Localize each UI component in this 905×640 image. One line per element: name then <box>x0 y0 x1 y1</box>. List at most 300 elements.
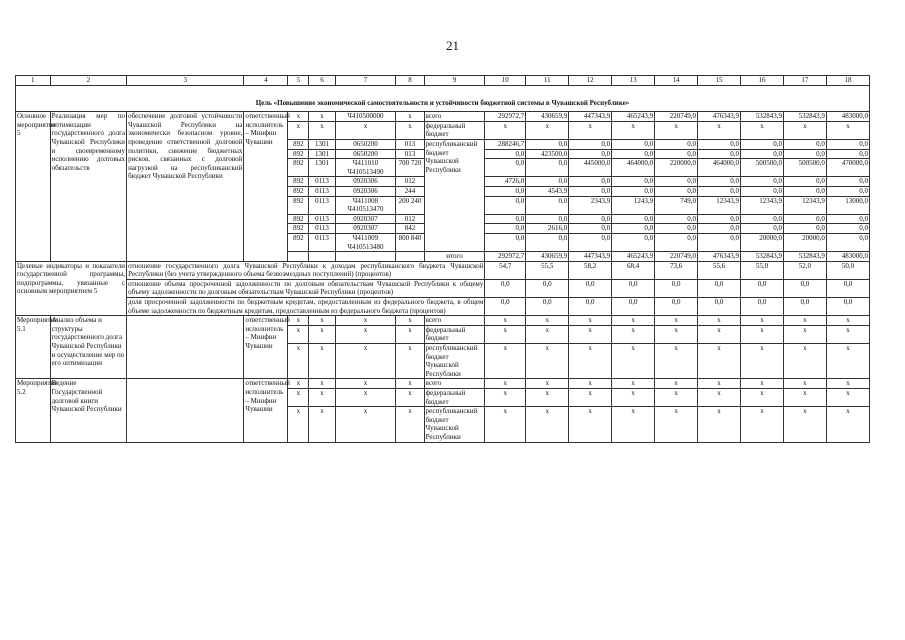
table-row <box>16 112 870 122</box>
amount-cell: 0,0 <box>569 233 612 251</box>
amount-cell: 0,0 <box>826 139 869 149</box>
x-cell: x <box>396 407 424 442</box>
x-cell: x <box>569 316 612 326</box>
x-cell: x <box>698 379 741 389</box>
budget-code: 0113 <box>309 233 335 251</box>
x-cell: x <box>612 344 655 379</box>
empty-cell <box>396 252 424 262</box>
amount-cell: 0,0 <box>526 139 569 149</box>
budget-code: x <box>335 121 396 139</box>
funding-source: федеральный бюджет <box>424 121 485 139</box>
indicator-value: 73,6 <box>655 261 698 279</box>
total-value: 532843,9 <box>783 252 826 262</box>
main-description: обеспечение долговой устойчивости Чувашской Республики на экономически безопасном уровне, проведение ответственной долговой политики, снижение бюджетных рисков, связанных с долговой нагрузкой на республиканский бюджет Чувашской Республики <box>127 112 244 262</box>
column-number: 10 <box>485 76 526 86</box>
amount-cell: 0,0 <box>741 214 784 224</box>
amount-cell: 0,0 <box>485 149 526 159</box>
measure-name: Ведение Государственной долговой книги Чувашской Республики <box>50 379 126 442</box>
x-cell: x <box>826 407 869 442</box>
x-cell: x <box>485 389 526 407</box>
x-cell: x <box>655 379 698 389</box>
amount-cell: 500500,0 <box>783 159 826 177</box>
budget-code: 200 240 <box>396 196 424 214</box>
funding-source: республиканский бюджет Чувашской Республики <box>424 407 485 442</box>
x-cell: x <box>569 325 612 343</box>
amount-cell: 0,0 <box>783 214 826 224</box>
amount-cell: 445000,0 <box>569 159 612 177</box>
x-cell: x <box>526 344 569 379</box>
budget-code: 0113 <box>309 224 335 234</box>
amount-cell: 0,0 <box>569 149 612 159</box>
budget-code: 892 <box>288 149 309 159</box>
amount-cell: 0,0 <box>655 149 698 159</box>
measure-responsible: ответственный исполнитель – Минфин Чувашии <box>244 379 288 442</box>
indicator-value: 55,0 <box>741 261 784 279</box>
x-cell: x <box>309 325 335 343</box>
budget-code: 0650200 <box>335 139 396 149</box>
budget-code: 0920306 <box>335 186 396 196</box>
budget-code: 0113 <box>309 196 335 214</box>
column-number: 3 <box>127 76 244 86</box>
budget-code: Ч411008 Ч410513470 <box>335 196 396 214</box>
measure-row <box>16 379 870 389</box>
amount-cell: 0,0 <box>655 139 698 149</box>
funding-source: всего <box>424 316 485 326</box>
x-cell: x <box>741 344 784 379</box>
measure-status: Мероприятие 5.1 <box>16 316 51 379</box>
measure-row <box>16 316 870 326</box>
x-cell: x <box>826 325 869 343</box>
x-cell: x <box>335 325 396 343</box>
amount-cell: 0,0 <box>698 149 741 159</box>
amount-cell: 0,0 <box>826 177 869 187</box>
budget-code: x <box>396 112 424 122</box>
amount-cell: 0,0 <box>741 186 784 196</box>
x-cell: x <box>783 344 826 379</box>
measure-status: Мероприятие 5.2 <box>16 379 51 442</box>
empty-cell <box>127 379 244 442</box>
budget-code: 800 840 <box>396 233 424 251</box>
x-cell: x <box>288 389 309 407</box>
amount-cell: x <box>826 121 869 139</box>
budget-code: 700 720 <box>396 159 424 177</box>
budget-code: x <box>396 121 424 139</box>
amount-cell: x <box>569 121 612 139</box>
budget-table <box>15 75 870 443</box>
x-cell: x <box>741 325 784 343</box>
budget-code: 0113 <box>309 214 335 224</box>
amount-cell: 749,0 <box>655 196 698 214</box>
total-value: 220749,0 <box>655 252 698 262</box>
column-number: 15 <box>698 76 741 86</box>
x-cell: x <box>485 344 526 379</box>
column-number: 12 <box>569 76 612 86</box>
x-cell: x <box>288 325 309 343</box>
amount-cell: 0,0 <box>826 149 869 159</box>
amount-cell: 0,0 <box>741 177 784 187</box>
amount-cell: 0,0 <box>485 233 526 251</box>
amount-cell: 0,0 <box>698 139 741 149</box>
column-number: 1 <box>16 76 51 86</box>
x-cell: x <box>485 407 526 442</box>
indicator-row <box>16 279 870 297</box>
amount-cell: x <box>612 121 655 139</box>
funding-source: всего <box>424 379 485 389</box>
indicator-row <box>16 261 870 279</box>
budget-code: 1301 <box>309 159 335 177</box>
total-value: 447343,9 <box>569 252 612 262</box>
amount-cell: 0,0 <box>569 186 612 196</box>
amount-cell: 20000,0 <box>783 233 826 251</box>
x-cell: x <box>569 379 612 389</box>
amount-cell: 0,0 <box>569 177 612 187</box>
amount-cell: 12343,9 <box>741 196 784 214</box>
budget-code: 013 <box>396 149 424 159</box>
budget-code: Ч411009 Ч410513480 <box>335 233 396 251</box>
empty-cell <box>335 252 396 262</box>
amount-cell: 500500,0 <box>741 159 784 177</box>
column-number: 2 <box>50 76 126 86</box>
amount-cell: x <box>741 121 784 139</box>
amount-cell: 0,0 <box>655 177 698 187</box>
column-number: 4 <box>244 76 288 86</box>
budget-code: 0920307 <box>335 214 396 224</box>
amount-cell: 447343,9 <box>569 112 612 122</box>
budget-code: 892 <box>288 139 309 149</box>
amount-cell: 0,0 <box>612 139 655 149</box>
budget-code: 892 <box>288 196 309 214</box>
indicator-value: 0,0 <box>526 279 569 297</box>
x-cell: x <box>396 316 424 326</box>
budget-code: 1301 <box>309 149 335 159</box>
x-cell: x <box>612 389 655 407</box>
amount-cell: 0,0 <box>826 186 869 196</box>
x-cell: x <box>612 379 655 389</box>
amount-cell: 0,0 <box>612 233 655 251</box>
x-cell: x <box>612 325 655 343</box>
amount-cell: 2343,9 <box>569 196 612 214</box>
x-cell: x <box>309 389 335 407</box>
x-cell: x <box>396 389 424 407</box>
x-cell: x <box>783 389 826 407</box>
column-number: 18 <box>826 76 869 86</box>
column-number: 8 <box>396 76 424 86</box>
empty-cell <box>127 316 244 379</box>
indicator-value: 0,0 <box>698 298 741 316</box>
indicator-value: 0,0 <box>826 279 869 297</box>
amount-cell: 0,0 <box>485 224 526 234</box>
x-cell: x <box>741 316 784 326</box>
indicator-value: 0,0 <box>485 279 526 297</box>
indicator-value: 0,0 <box>569 298 612 316</box>
budget-code: 013 <box>396 139 424 149</box>
amount-cell: 483000,0 <box>826 112 869 122</box>
x-cell: x <box>526 379 569 389</box>
x-cell: x <box>335 344 396 379</box>
budget-code: x <box>309 112 335 122</box>
x-cell: x <box>569 389 612 407</box>
budget-code: 0113 <box>309 186 335 196</box>
goal-title: Цель «Повышение экономической самостоятельности и устойчивости бюджетной системы в Чувашской Республике» <box>16 85 870 112</box>
amount-cell: 0,0 <box>526 233 569 251</box>
x-cell: x <box>698 407 741 442</box>
amount-cell: 0,0 <box>526 196 569 214</box>
amount-cell: 292972,7 <box>485 112 526 122</box>
budget-code: 1301 <box>309 139 335 149</box>
goal-row <box>16 85 870 112</box>
total-value: 292972,7 <box>485 252 526 262</box>
x-cell: x <box>288 344 309 379</box>
x-cell: x <box>569 344 612 379</box>
measure-name: Анализ объема и структуры государственного долга Чувашской Республики и осуществление мер по его оптимизации <box>50 316 126 379</box>
amount-cell: 0,0 <box>826 224 869 234</box>
amount-cell: 0,0 <box>655 214 698 224</box>
x-cell: x <box>335 407 396 442</box>
budget-code: 892 <box>288 186 309 196</box>
total-value: 476343,9 <box>698 252 741 262</box>
x-cell: x <box>309 344 335 379</box>
budget-code: x <box>309 121 335 139</box>
x-cell: x <box>698 316 741 326</box>
x-cell: x <box>698 325 741 343</box>
indicator-text: отношение государственного долга Чувашской Республики к доходам республиканского бюджета Чувашской Республики (без учета утвержденного объема безвозмездных поступлений) (процентов) <box>128 261 484 279</box>
indicator-value: 55,6 <box>698 261 741 279</box>
x-cell: x <box>288 379 309 389</box>
amount-cell: 0,0 <box>612 214 655 224</box>
amount-cell: x <box>485 121 526 139</box>
column-number: 6 <box>309 76 335 86</box>
amount-cell: 423500,0 <box>526 149 569 159</box>
amount-cell: 465243,9 <box>612 112 655 122</box>
amount-cell: 0,0 <box>741 224 784 234</box>
amount-cell: 0,0 <box>783 186 826 196</box>
funding-source: республиканский бюджет Чувашской Республики <box>424 344 485 379</box>
funding-source: федеральный бюджет <box>424 389 485 407</box>
amount-cell: 1243,9 <box>612 196 655 214</box>
amount-cell: 0,0 <box>783 149 826 159</box>
amount-cell: 0,0 <box>569 224 612 234</box>
x-cell: x <box>698 344 741 379</box>
amount-cell: 0,0 <box>741 139 784 149</box>
x-cell: x <box>485 379 526 389</box>
main-name: Реализация мер по оптимизации государственного долга Чувашской Республики и своевременному исполнению долговых обязательств <box>50 112 126 262</box>
amount-cell: 20000,0 <box>741 233 784 251</box>
amount-cell: x <box>526 121 569 139</box>
x-cell: x <box>526 389 569 407</box>
indicator-value: 0,0 <box>485 298 526 316</box>
amount-cell: 0,0 <box>698 214 741 224</box>
x-cell: x <box>309 379 335 389</box>
funding-source: всего <box>424 112 485 122</box>
amount-cell: 0,0 <box>485 214 526 224</box>
budget-code: 892 <box>288 233 309 251</box>
amount-cell: 2616,0 <box>526 224 569 234</box>
budget-code: 892 <box>288 159 309 177</box>
amount-cell: 220749,0 <box>655 112 698 122</box>
indicator-value: 50,0 <box>826 261 869 279</box>
x-cell: x <box>396 344 424 379</box>
x-cell: x <box>612 316 655 326</box>
x-cell: x <box>741 389 784 407</box>
budget-code: x <box>288 121 309 139</box>
total-value: 465243,9 <box>612 252 655 262</box>
amount-cell: 13000,0 <box>826 196 869 214</box>
budget-code: x <box>288 112 309 122</box>
indicator-value: 0,0 <box>612 279 655 297</box>
indicator-value: 68,4 <box>612 261 655 279</box>
x-cell: x <box>612 407 655 442</box>
indicator-text: доля просроченной задолженности по бюджетным кредитам, предоставленным из федерального бюджета, в общем объеме задолженности по бюджетным кредитам, предоставленным из федерального бюджета (процентов) <box>128 298 484 315</box>
total-value: 430659,9 <box>526 252 569 262</box>
x-cell: x <box>826 344 869 379</box>
amount-cell: 4726,0 <box>485 177 526 187</box>
indicator-value: 52,0 <box>783 261 826 279</box>
amount-cell: x <box>655 121 698 139</box>
amount-cell: 0,0 <box>826 214 869 224</box>
x-cell: x <box>783 316 826 326</box>
amount-cell: 12343,9 <box>698 196 741 214</box>
column-number: 14 <box>655 76 698 86</box>
indicator-value: 0,0 <box>783 298 826 316</box>
indicator-value: 0,0 <box>569 279 612 297</box>
x-cell: x <box>335 379 396 389</box>
x-cell: x <box>741 407 784 442</box>
x-cell: x <box>335 389 396 407</box>
amount-cell: 0,0 <box>485 196 526 214</box>
x-cell: x <box>783 379 826 389</box>
indicators-label: Целевые индикаторы и показатели государственной программы, подпрограммы, увязанные с основным мероприятием 5 <box>16 261 127 316</box>
x-cell: x <box>526 316 569 326</box>
budget-code: Ч410500000 <box>335 112 396 122</box>
amount-cell: 532843,9 <box>741 112 784 122</box>
amount-cell: 0,0 <box>783 177 826 187</box>
x-cell: x <box>396 379 424 389</box>
budget-code: 892 <box>288 224 309 234</box>
amount-cell: 0,0 <box>698 233 741 251</box>
x-cell: x <box>783 407 826 442</box>
budget-code: 012 <box>396 214 424 224</box>
indicator-value: 0,0 <box>826 298 869 316</box>
indicator-value: 0,0 <box>655 279 698 297</box>
x-cell: x <box>655 344 698 379</box>
amount-cell: 0,0 <box>783 224 826 234</box>
amount-cell: 532843,9 <box>783 112 826 122</box>
budget-code: 842 <box>396 224 424 234</box>
amount-cell: 0,0 <box>612 224 655 234</box>
main-responsible: ответственный исполнитель – Минфин Чувашии <box>244 112 288 262</box>
empty-cell <box>309 252 335 262</box>
amount-cell: 464000,0 <box>612 159 655 177</box>
indicator-value: 55,5 <box>526 261 569 279</box>
column-number: 11 <box>526 76 569 86</box>
x-cell: x <box>826 316 869 326</box>
indicator-value: 58,2 <box>569 261 612 279</box>
amount-cell: 0,0 <box>826 233 869 251</box>
x-cell: x <box>741 379 784 389</box>
indicator-value: 0,0 <box>612 298 655 316</box>
budget-code: 244 <box>396 186 424 196</box>
x-cell: x <box>783 325 826 343</box>
column-number: 16 <box>741 76 784 86</box>
x-cell: x <box>485 316 526 326</box>
amount-cell: x <box>783 121 826 139</box>
x-cell: x <box>655 325 698 343</box>
indicator-text: отношение объема просроченной задолженности по долговым обязательствам Чувашской Республики к общему объему задолженности по долговым обязательствам Чувашской Республики (процентов) <box>128 279 484 297</box>
amount-cell: 0,0 <box>485 186 526 196</box>
amount-cell: 0,0 <box>783 139 826 149</box>
column-number: 7 <box>335 76 396 86</box>
amount-cell: 0,0 <box>655 233 698 251</box>
amount-cell: 0,0 <box>569 139 612 149</box>
amount-cell: 0,0 <box>655 224 698 234</box>
main-status: Основное мероприятие 5 <box>16 112 51 262</box>
empty-cell <box>288 252 309 262</box>
indicator-value: 54,7 <box>485 261 526 279</box>
indicator-value: 0,0 <box>783 279 826 297</box>
amount-cell: x <box>698 121 741 139</box>
amount-cell: 0,0 <box>612 177 655 187</box>
x-cell: x <box>335 316 396 326</box>
x-cell: x <box>826 379 869 389</box>
amount-cell: 0,0 <box>698 177 741 187</box>
x-cell: x <box>655 316 698 326</box>
amount-cell: 0,0 <box>741 149 784 159</box>
x-cell: x <box>288 316 309 326</box>
x-cell: x <box>309 407 335 442</box>
x-cell: x <box>526 407 569 442</box>
amount-cell: 288246,7 <box>485 139 526 149</box>
indicator-value: 0,0 <box>698 279 741 297</box>
amount-cell: 4543,9 <box>526 186 569 196</box>
x-cell: x <box>826 389 869 407</box>
page-number: 21 <box>446 38 459 53</box>
x-cell: x <box>309 316 335 326</box>
indicator-value: 0,0 <box>526 298 569 316</box>
budget-code: Ч411010 Ч410513490 <box>335 159 396 177</box>
amount-cell: 0,0 <box>526 177 569 187</box>
budget-code: 0920307 <box>335 224 396 234</box>
indicator-value: 0,0 <box>655 298 698 316</box>
amount-cell: 0,0 <box>698 186 741 196</box>
indicator-value: 0,0 <box>741 298 784 316</box>
budget-code: 892 <box>288 177 309 187</box>
x-cell: x <box>655 389 698 407</box>
budget-code: 892 <box>288 214 309 224</box>
indicator-row <box>16 298 870 316</box>
amount-cell: 470000,0 <box>826 159 869 177</box>
measure-responsible: ответственный исполнитель – Минфин Чувашии <box>244 316 288 379</box>
amount-cell: 0,0 <box>526 159 569 177</box>
x-cell: x <box>485 325 526 343</box>
budget-code: 0650200 <box>335 149 396 159</box>
x-cell: x <box>526 325 569 343</box>
amount-cell: 0,0 <box>569 214 612 224</box>
amount-cell: 0,0 <box>526 214 569 224</box>
column-number: 5 <box>288 76 309 86</box>
amount-cell: 0,0 <box>485 159 526 177</box>
amount-cell: 0,0 <box>612 149 655 159</box>
amount-cell: 12343,9 <box>783 196 826 214</box>
indicator-value: 0,0 <box>741 279 784 297</box>
amount-cell: 220000,0 <box>655 159 698 177</box>
amount-cell: 0,0 <box>612 186 655 196</box>
x-cell: x <box>655 407 698 442</box>
funding-source: республиканский бюджет Чувашской Республики <box>424 139 485 251</box>
x-cell: x <box>698 389 741 407</box>
column-number: 9 <box>424 76 485 86</box>
amount-cell: 464000,0 <box>698 159 741 177</box>
column-number: 13 <box>612 76 655 86</box>
